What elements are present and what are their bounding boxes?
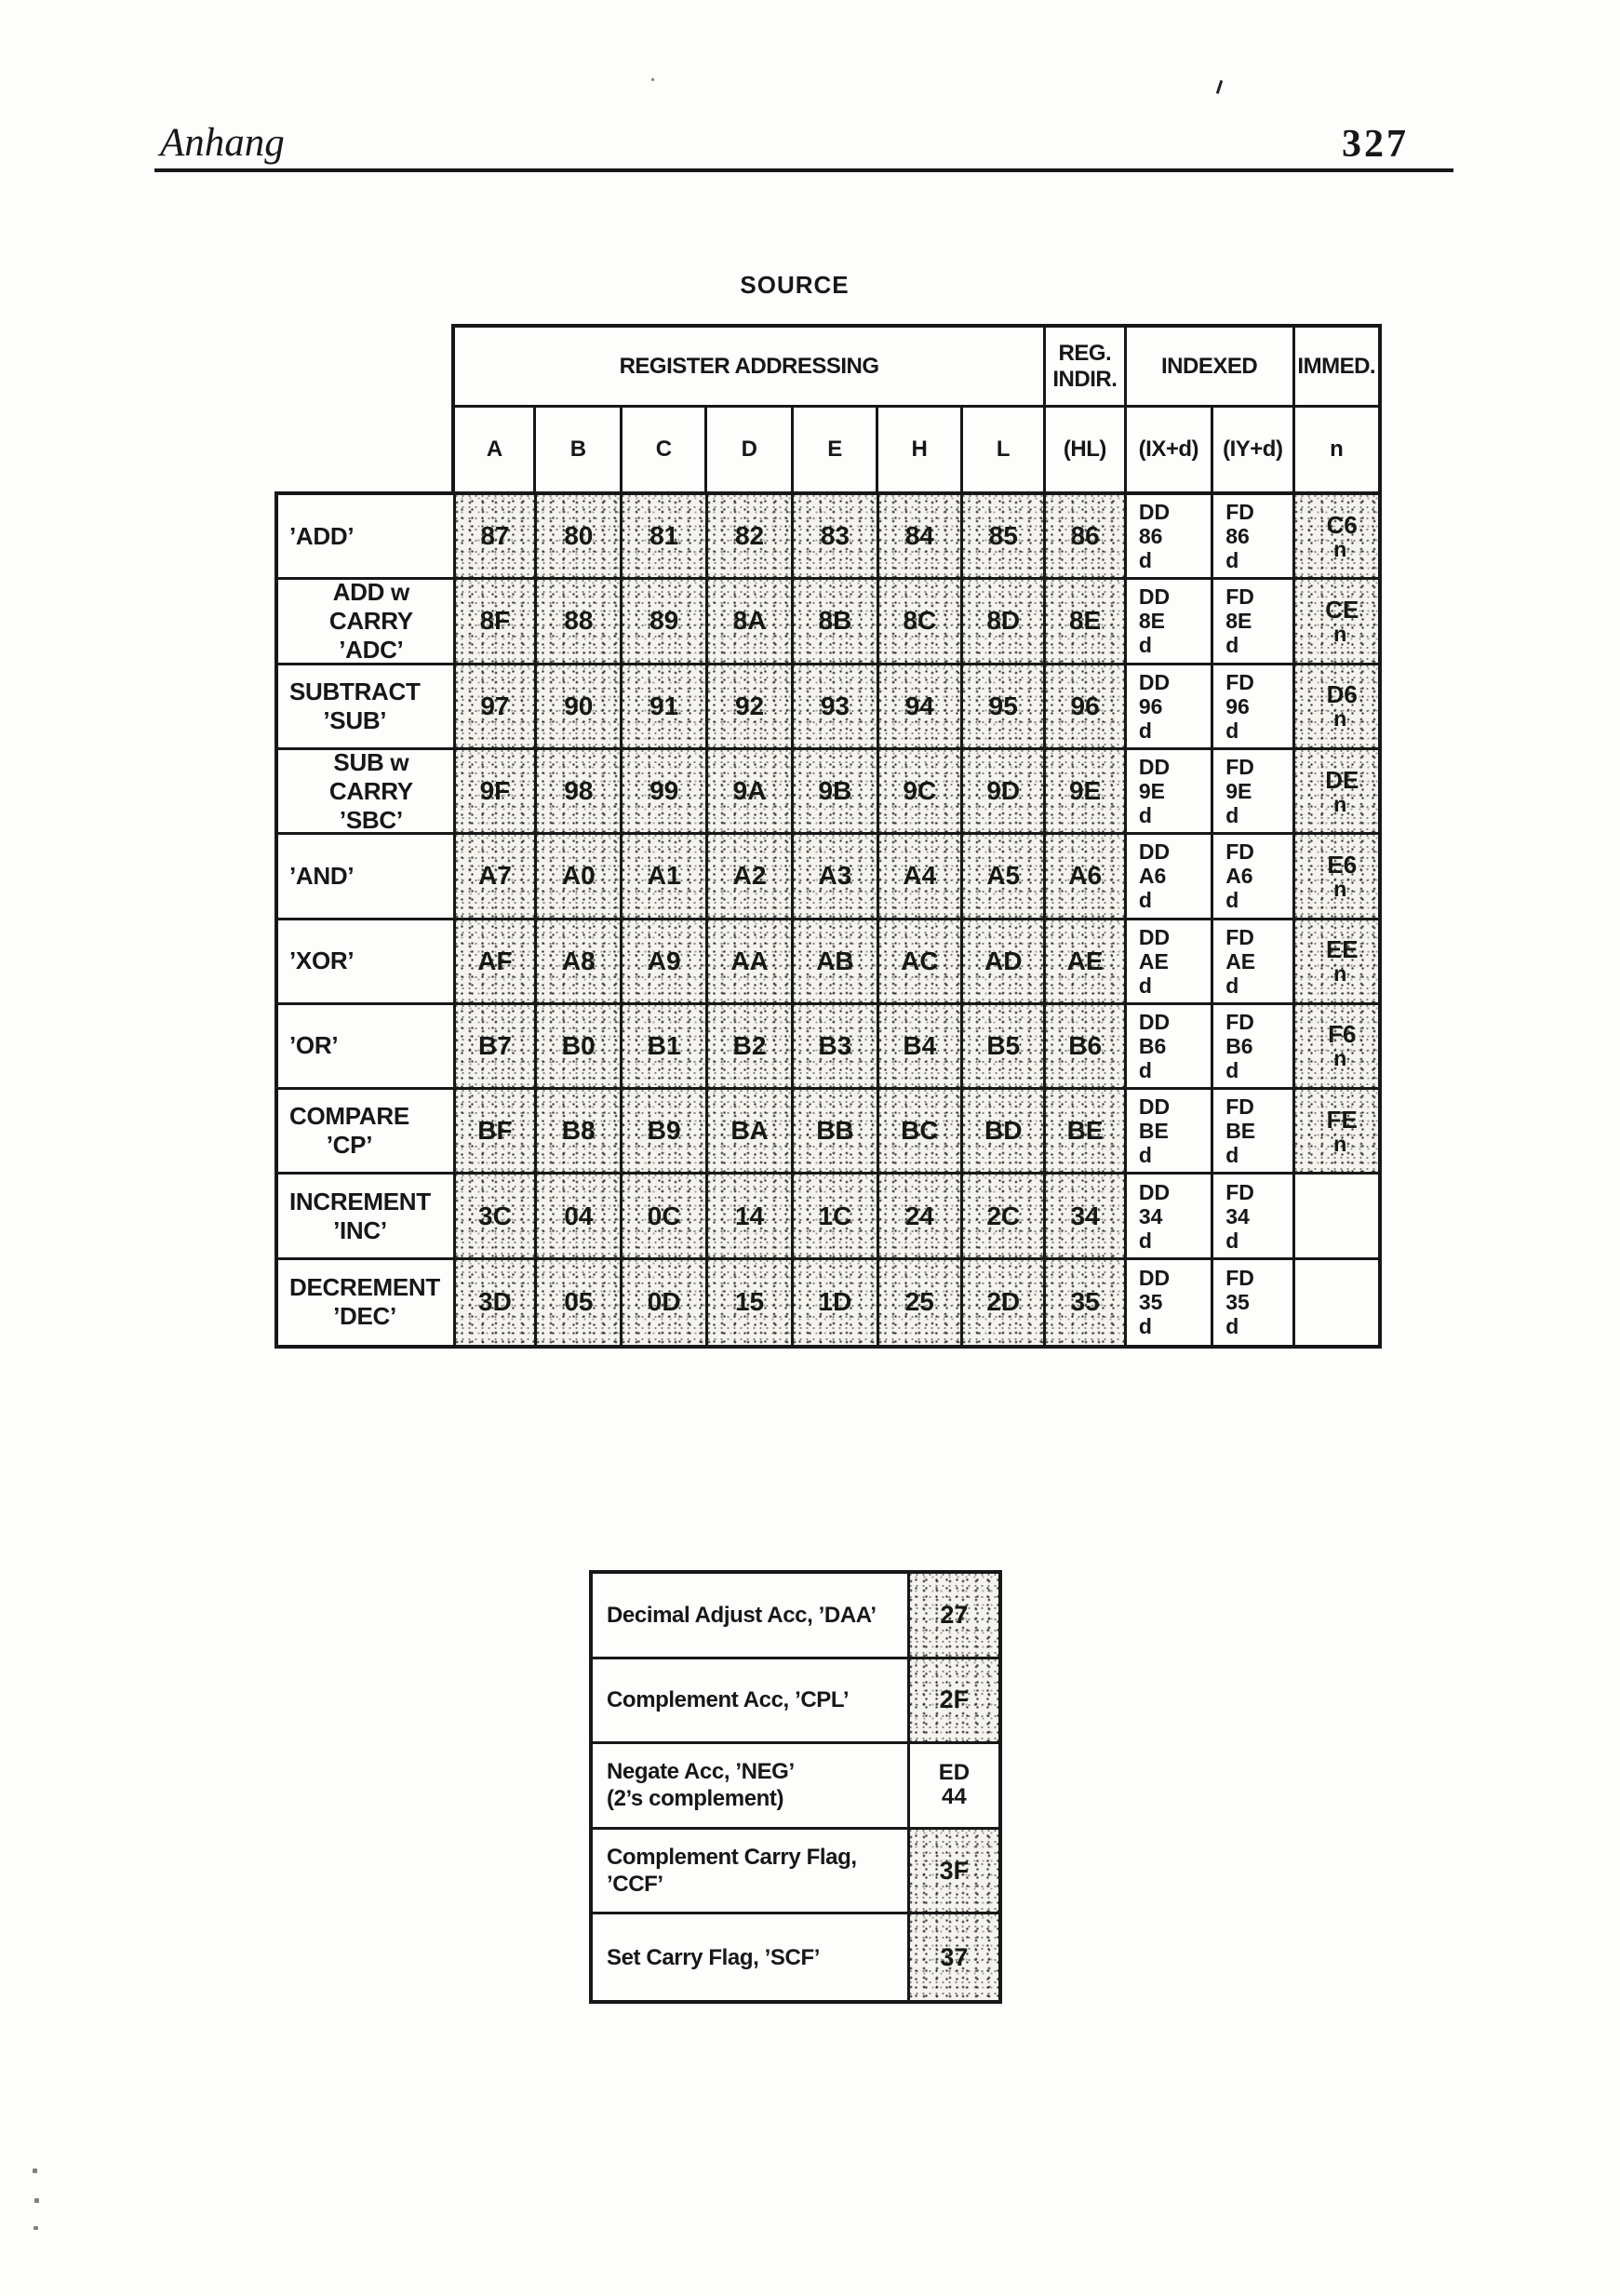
opcode-inc-iyd-line: 34 xyxy=(1225,1203,1250,1229)
row-label-and-line: ’AND’ xyxy=(289,861,355,890)
opcode-dec-h: 25 xyxy=(879,1260,963,1345)
opcode-dec-iyd-line: 35 xyxy=(1225,1290,1250,1315)
row-label-xor xyxy=(278,920,456,1005)
opcode-sub-n-line: D6 xyxy=(1326,680,1358,709)
row-label-and xyxy=(278,835,456,920)
acc-label-daa-line: Decimal Adjust Acc, ’DAA’ xyxy=(607,1602,877,1628)
acc-label-neg-line: (2’s complement) xyxy=(607,1786,784,1812)
opcode-sbc-ixd-line: d xyxy=(1138,803,1152,828)
acc-code-ccf-line: 3F xyxy=(939,1856,970,1885)
scan-artifact-speck xyxy=(651,78,654,81)
opcode-add-iyd xyxy=(1213,495,1294,580)
opcode-sub-a: 97 xyxy=(456,665,537,750)
opcode-add-c: 81 xyxy=(623,495,707,580)
opcode-xor-n-line: EE xyxy=(1325,935,1359,964)
row-label-dec-line: ’DEC’ xyxy=(333,1302,396,1331)
column-header-b: B xyxy=(536,408,622,491)
acc-code-cpl-line: 2F xyxy=(939,1685,970,1714)
acc-code-neg-line: 44 xyxy=(942,1784,967,1810)
opcode-inc-b: 04 xyxy=(537,1175,623,1259)
scan-artifact-tick xyxy=(1216,80,1223,94)
group-header-immed: IMMED. xyxy=(1295,328,1378,408)
opcode-inc-ixd-line: d xyxy=(1138,1228,1152,1253)
opcode-or-l: B5 xyxy=(963,1005,1046,1090)
opcode-adc-a: 8F xyxy=(456,580,537,665)
opcode-add-ixd-line: d xyxy=(1138,548,1152,573)
opcode-xor-e: AB xyxy=(794,920,878,1005)
acc-label-neg xyxy=(593,1744,910,1830)
acc-code-neg-line: ED xyxy=(938,1760,971,1786)
opcode-and-d: A2 xyxy=(708,835,794,920)
opcode-sub-iyd xyxy=(1213,665,1294,750)
acc-code-scf xyxy=(910,1914,998,2000)
column-header-ixd: (IX+d) xyxy=(1127,408,1213,491)
column-header-l: L xyxy=(963,408,1046,491)
opcode-or-hl: B6 xyxy=(1046,1005,1126,1090)
opcode-and-n-line: n xyxy=(1333,876,1347,901)
opcode-or-iyd-line: B6 xyxy=(1225,1033,1253,1058)
row-label-block xyxy=(289,947,354,975)
opcode-cp-l: BD xyxy=(963,1090,1046,1175)
opcode-dec-e: 1D xyxy=(794,1260,878,1345)
opcode-sbc-e: 9B xyxy=(794,750,878,835)
opcode-adc-e: 8B xyxy=(794,580,878,665)
row-label-add xyxy=(278,495,456,580)
column-header-c: C xyxy=(623,408,707,491)
opcode-cp-c: B9 xyxy=(623,1090,707,1175)
opcode-or-iyd-line: d xyxy=(1225,1057,1239,1082)
opcode-table-header xyxy=(451,324,1382,491)
opcode-and-a: A7 xyxy=(456,835,537,920)
column-header-a: A xyxy=(455,408,536,491)
opcode-sbc-n-line: DE xyxy=(1325,765,1359,794)
column-header-row xyxy=(455,408,1378,491)
opcode-sbc-d: 9A xyxy=(708,750,794,835)
opcode-and-ixd-line: DD xyxy=(1138,839,1171,865)
opcode-inc-ixd xyxy=(1127,1175,1213,1259)
opcode-add-ixd xyxy=(1127,495,1213,580)
opcode-inc-d: 14 xyxy=(708,1175,794,1259)
opcode-xor-iyd-line: FD xyxy=(1225,924,1254,949)
acc-code-neg xyxy=(910,1744,998,1830)
opcode-sub-iyd-line: d xyxy=(1225,718,1239,743)
opcode-dec-iyd-line: FD xyxy=(1225,1266,1254,1291)
column-header-d: D xyxy=(707,408,793,491)
opcode-inc-n xyxy=(1295,1175,1378,1259)
opcode-sbc-n xyxy=(1295,750,1378,835)
opcode-and-ixd xyxy=(1127,835,1213,920)
row-label-sbc-line: SUB w CARRY xyxy=(328,749,413,805)
opcode-add-l: 85 xyxy=(963,495,1046,580)
opcode-inc-hl: 34 xyxy=(1046,1175,1126,1259)
row-label-or xyxy=(278,1005,456,1090)
opcode-xor-iyd-line: d xyxy=(1225,973,1239,998)
opcode-xor-n-line: n xyxy=(1333,961,1347,987)
opcode-xor-ixd-line: AE xyxy=(1138,948,1169,973)
opcode-adc-ixd xyxy=(1127,580,1213,665)
opcode-and-e: A3 xyxy=(794,835,878,920)
opcode-adc-ixd-line: 8E xyxy=(1138,609,1165,634)
opcode-sbc-n-line: n xyxy=(1333,791,1347,816)
opcode-add-b: 80 xyxy=(537,495,623,580)
opcode-or-e: B3 xyxy=(794,1005,878,1090)
opcode-cp-n xyxy=(1295,1090,1378,1175)
opcode-xor-ixd xyxy=(1127,920,1213,1005)
opcode-sbc-iyd xyxy=(1213,750,1294,835)
opcode-sbc-iyd-line: 9E xyxy=(1225,779,1252,804)
opcode-xor-l: AD xyxy=(963,920,1046,1005)
acc-code-cpl xyxy=(910,1659,998,1745)
row-label-sub-line: SUBTRACT xyxy=(289,677,421,705)
row-label-or-line: ’OR’ xyxy=(289,1031,339,1060)
row-label-cp-line: COMPARE xyxy=(289,1102,409,1131)
row-label-block xyxy=(289,580,453,665)
opcode-or-n-line: n xyxy=(1333,1046,1347,1071)
opcode-sbc-iyd-line: d xyxy=(1225,803,1239,828)
opcode-dec-n xyxy=(1295,1260,1378,1345)
opcode-and-c: A1 xyxy=(623,835,707,920)
opcode-add-n-line: n xyxy=(1333,536,1347,561)
column-header-iyd: (IY+d) xyxy=(1213,408,1294,491)
opcode-or-c: B1 xyxy=(623,1005,707,1090)
opcode-cp-ixd-line: BE xyxy=(1138,1119,1169,1144)
opcode-xor-n xyxy=(1295,920,1378,1005)
opcode-dec-l: 2D xyxy=(963,1260,1046,1345)
opcode-add-ixd-line: DD xyxy=(1138,500,1171,525)
row-label-block xyxy=(289,1273,440,1331)
opcode-inc-h: 24 xyxy=(879,1175,963,1259)
opcode-sub-n-line: n xyxy=(1333,706,1347,732)
opcode-xor-iyd xyxy=(1213,920,1294,1005)
acc-label-ccf xyxy=(593,1830,910,1915)
opcode-dec-a: 3D xyxy=(456,1260,537,1345)
scan-artifact-speck xyxy=(33,2226,38,2230)
opcode-cp-iyd-line: FD xyxy=(1225,1094,1254,1120)
opcode-dec-c: 0D xyxy=(623,1260,707,1345)
opcode-add-a: 87 xyxy=(456,495,537,580)
opcode-adc-n xyxy=(1295,580,1378,665)
opcode-adc-c: 89 xyxy=(623,580,707,665)
opcode-add-hl: 86 xyxy=(1046,495,1126,580)
opcode-dec-ixd xyxy=(1127,1260,1213,1345)
opcode-adc-iyd-line: 8E xyxy=(1225,609,1252,634)
opcode-xor-a: AF xyxy=(456,920,537,1005)
opcode-xor-d: AA xyxy=(708,920,794,1005)
opcode-sub-e: 93 xyxy=(794,665,878,750)
opcode-adc-b: 88 xyxy=(537,580,623,665)
row-label-dec-line: DECREMENT xyxy=(289,1273,440,1302)
opcode-and-iyd-line: d xyxy=(1225,888,1239,913)
opcode-inc-iyd xyxy=(1213,1175,1294,1259)
opcode-cp-iyd xyxy=(1213,1090,1294,1175)
acc-label-ccf-line: Complement Carry Flag, ’CCF’ xyxy=(607,1845,857,1898)
row-label-xor-line: ’XOR’ xyxy=(289,947,355,975)
opcode-and-ixd-line: A6 xyxy=(1138,864,1167,889)
opcode-xor-c: A9 xyxy=(623,920,707,1005)
opcode-sbc-c: 99 xyxy=(623,750,707,835)
opcode-dec-hl: 35 xyxy=(1046,1260,1126,1345)
acc-label-scf-line: Set Carry Flag, ’SCF’ xyxy=(607,1944,820,1970)
row-label-adc-line: ADD w CARRY xyxy=(328,580,413,635)
group-header-register-addressing: REGISTER ADDRESSING xyxy=(455,328,1046,408)
column-header-hl: (HL) xyxy=(1046,408,1126,491)
row-label-adc xyxy=(278,580,456,665)
opcode-xor-ixd-line: d xyxy=(1138,973,1152,998)
opcode-adc-hl: 8E xyxy=(1046,580,1126,665)
opcode-sub-h: 94 xyxy=(879,665,963,750)
opcode-sub-ixd-line: DD xyxy=(1138,669,1171,694)
opcode-add-iyd-line: 86 xyxy=(1225,524,1250,549)
opcode-sbc-iyd-line: FD xyxy=(1225,755,1254,780)
opcode-sub-ixd xyxy=(1127,665,1213,750)
opcode-cp-hl: BE xyxy=(1046,1090,1126,1175)
opcode-dec-d: 15 xyxy=(708,1260,794,1345)
opcode-sbc-b: 98 xyxy=(537,750,623,835)
opcode-cp-e: BB xyxy=(794,1090,878,1175)
opcode-inc-ixd-line: 34 xyxy=(1138,1203,1163,1229)
opcode-adc-d: 8A xyxy=(708,580,794,665)
row-label-block xyxy=(289,1031,338,1060)
section-title: Anhang xyxy=(160,121,285,165)
opcode-sub-n xyxy=(1295,665,1378,750)
opcode-cp-ixd-line: DD xyxy=(1138,1094,1171,1120)
opcode-and-n xyxy=(1295,835,1378,920)
opcode-add-d: 82 xyxy=(708,495,794,580)
opcode-cp-ixd xyxy=(1127,1090,1213,1175)
opcode-xor-ixd-line: DD xyxy=(1138,924,1171,949)
opcode-xor-iyd-line: AE xyxy=(1225,948,1256,973)
column-header-h: H xyxy=(878,408,962,491)
opcode-or-ixd xyxy=(1127,1005,1213,1090)
opcode-sub-ixd-line: d xyxy=(1138,718,1152,743)
opcode-dec-ixd-line: 35 xyxy=(1138,1290,1163,1315)
opcode-or-n xyxy=(1295,1005,1378,1090)
opcode-and-iyd-line: FD xyxy=(1225,839,1254,865)
row-label-inc-line: ’INC’ xyxy=(333,1215,387,1244)
opcode-adc-n-line: n xyxy=(1333,621,1347,646)
opcode-inc-iyd-line: FD xyxy=(1225,1179,1254,1204)
opcode-cp-b: B8 xyxy=(537,1090,623,1175)
opcode-matrix xyxy=(274,491,1382,1349)
opcode-add-iyd-line: FD xyxy=(1225,500,1254,525)
opcode-or-b: B0 xyxy=(537,1005,623,1090)
row-label-add-line: ’ADD’ xyxy=(289,521,355,550)
opcode-adc-n-line: CE xyxy=(1325,595,1359,624)
opcode-inc-l: 2C xyxy=(963,1175,1046,1259)
row-label-sub-line: ’SUB’ xyxy=(323,705,387,734)
opcode-and-l: A5 xyxy=(963,835,1046,920)
acc-code-scf-line: 37 xyxy=(940,1942,969,1971)
opcode-sub-iyd-line: 96 xyxy=(1225,693,1250,718)
opcode-add-iyd-line: d xyxy=(1225,548,1239,573)
scan-artifact-speck xyxy=(34,2198,39,2203)
opcode-cp-a: BF xyxy=(456,1090,537,1175)
opcode-dec-b: 05 xyxy=(537,1260,623,1345)
opcode-xor-hl: AE xyxy=(1046,920,1126,1005)
opcode-sbc-ixd xyxy=(1127,750,1213,835)
opcode-sub-c: 91 xyxy=(623,665,707,750)
row-label-cp xyxy=(278,1090,456,1175)
acc-code-daa xyxy=(910,1574,998,1659)
row-label-sub xyxy=(278,665,456,750)
acc-label-neg-line: Negate Acc, ’NEG’ xyxy=(607,1759,795,1785)
page-number: 327 xyxy=(1342,123,1409,166)
row-label-sbc xyxy=(278,750,456,835)
column-header-e: E xyxy=(794,408,878,491)
opcode-dec-ixd-line: DD xyxy=(1138,1266,1171,1291)
opcode-and-ixd-line: d xyxy=(1138,888,1152,913)
row-label-sbc-line: ’SBC’ xyxy=(339,805,403,834)
opcode-adc-iyd-line: FD xyxy=(1225,584,1254,610)
accumulator-table xyxy=(589,1570,1002,2004)
acc-label-daa xyxy=(593,1574,910,1659)
opcode-inc-ixd-line: DD xyxy=(1138,1179,1171,1204)
opcode-cp-n-line: n xyxy=(1333,1131,1347,1156)
opcode-adc-ixd-line: d xyxy=(1138,633,1152,658)
opcode-dec-iyd-line: d xyxy=(1225,1314,1239,1339)
row-label-block xyxy=(289,522,354,551)
acc-code-ccf xyxy=(910,1830,998,1915)
acc-label-cpl-line: Complement Acc, ’CPL’ xyxy=(607,1687,850,1713)
opcode-or-ixd-line: DD xyxy=(1138,1009,1171,1034)
opcode-dec-iyd xyxy=(1213,1260,1294,1345)
opcode-and-b: A0 xyxy=(537,835,623,920)
opcode-and-iyd xyxy=(1213,835,1294,920)
source-caption: SOURCE xyxy=(740,271,850,299)
opcode-dec-ixd-line: d xyxy=(1138,1314,1152,1339)
opcode-or-h: B4 xyxy=(879,1005,963,1090)
opcode-xor-h: AC xyxy=(879,920,963,1005)
group-header-indexed: INDEXED xyxy=(1127,328,1295,408)
opcode-sbc-hl: 9E xyxy=(1046,750,1126,835)
opcode-add-h: 84 xyxy=(879,495,963,580)
row-label-dec xyxy=(278,1260,456,1345)
opcode-sub-iyd-line: FD xyxy=(1225,669,1254,694)
row-label-cp-line: ’CP’ xyxy=(326,1131,373,1160)
row-label-block xyxy=(289,678,421,735)
opcode-add-n-line: C6 xyxy=(1326,510,1358,539)
opcode-sub-d: 92 xyxy=(708,665,794,750)
scan-artifact-speck xyxy=(33,2168,37,2173)
opcode-cp-d: BA xyxy=(708,1090,794,1175)
opcode-or-d: B2 xyxy=(708,1005,794,1090)
opcode-sbc-ixd-line: DD xyxy=(1138,755,1171,780)
opcode-sub-b: 90 xyxy=(537,665,623,750)
opcode-xor-b: A8 xyxy=(537,920,623,1005)
row-label-block xyxy=(289,750,453,835)
acc-label-cpl xyxy=(593,1659,910,1745)
opcode-add-e: 83 xyxy=(794,495,878,580)
opcode-and-iyd-line: A6 xyxy=(1225,864,1253,889)
opcode-or-n-line: F6 xyxy=(1328,1020,1357,1049)
header-rule xyxy=(154,168,1453,172)
opcode-sub-l: 95 xyxy=(963,665,1046,750)
opcode-sbc-ixd-line: 9E xyxy=(1138,779,1165,804)
group-header-reg-indir: REG. INDIR. xyxy=(1046,328,1126,408)
row-label-inc xyxy=(278,1175,456,1259)
opcode-adc-iyd xyxy=(1213,580,1294,665)
opcode-cp-iyd-line: d xyxy=(1225,1143,1239,1168)
opcode-sbc-a: 9F xyxy=(456,750,537,835)
opcode-add-ixd-line: 86 xyxy=(1138,524,1163,549)
opcode-sub-ixd-line: 96 xyxy=(1138,693,1163,718)
opcode-or-iyd-line: FD xyxy=(1225,1009,1254,1034)
acc-code-daa-line: 27 xyxy=(940,1600,969,1629)
opcode-and-n-line: E6 xyxy=(1327,850,1358,879)
acc-label-scf xyxy=(593,1914,910,2000)
opcode-or-a: B7 xyxy=(456,1005,537,1090)
opcode-or-ixd-line: d xyxy=(1138,1057,1152,1082)
opcode-or-iyd xyxy=(1213,1005,1294,1090)
opcode-and-hl: A6 xyxy=(1046,835,1126,920)
opcode-adc-iyd-line: d xyxy=(1225,633,1239,658)
opcode-sub-hl: 96 xyxy=(1046,665,1126,750)
opcode-inc-a: 3C xyxy=(456,1175,537,1259)
opcode-adc-l: 8D xyxy=(963,580,1046,665)
row-label-adc-line: ’ADC’ xyxy=(339,635,404,664)
row-label-block xyxy=(289,1188,431,1245)
opcode-adc-h: 8C xyxy=(879,580,963,665)
opcode-cp-h: BC xyxy=(879,1090,963,1175)
row-label-inc-line: INCREMENT xyxy=(289,1187,431,1215)
opcode-cp-iyd-line: BE xyxy=(1225,1119,1256,1144)
opcode-sbc-h: 9C xyxy=(879,750,963,835)
opcode-inc-e: 1C xyxy=(794,1175,878,1259)
opcode-or-ixd-line: B6 xyxy=(1138,1033,1167,1058)
opcode-add-n xyxy=(1295,495,1378,580)
opcode-inc-c: 0C xyxy=(623,1175,707,1259)
column-header-n: n xyxy=(1330,436,1344,462)
row-label-block xyxy=(289,1102,409,1160)
group-header-row xyxy=(455,328,1378,408)
opcode-cp-ixd-line: d xyxy=(1138,1143,1152,1168)
opcode-adc-ixd-line: DD xyxy=(1138,584,1171,610)
row-label-block xyxy=(289,862,354,891)
opcode-inc-iyd-line: d xyxy=(1225,1228,1239,1253)
opcode-sbc-l: 9D xyxy=(963,750,1046,835)
opcode-cp-n-line: FE xyxy=(1326,1105,1358,1134)
opcode-and-h: A4 xyxy=(879,835,963,920)
